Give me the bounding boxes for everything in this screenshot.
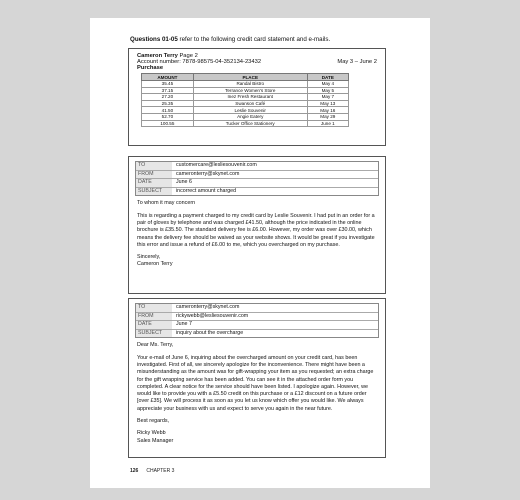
- page-number: 126: [130, 468, 139, 474]
- questions-range: Questions 01-05: [130, 36, 178, 43]
- header-amount: AMOUNT: [142, 74, 194, 81]
- header-place: PLACE: [193, 74, 307, 81]
- cell-place: Inez Fresh Restaurant: [193, 94, 307, 101]
- intro-text: refer to the following credit card statement and e-mails.: [177, 36, 331, 43]
- subject-label: SUBJECT: [136, 330, 172, 338]
- cell-place: Leslie Souvenir: [193, 107, 307, 114]
- cell-amount: 41.50: [142, 107, 194, 114]
- email-closing: Sincerely,: [137, 254, 161, 261]
- table-row: [142, 120, 349, 127]
- cell-place: Tucker Office Stationery: [193, 120, 307, 127]
- statement-period: May 3 – June 2: [337, 59, 377, 65]
- cell-amount: 37.15: [142, 87, 194, 94]
- table-row: [142, 113, 349, 120]
- subject-value: incorrect amount charged: [176, 187, 237, 194]
- cell-amount: 25.35: [142, 100, 194, 107]
- purchase-heading: Purchase: [137, 65, 164, 71]
- table-row: [142, 87, 349, 94]
- email-header: [135, 161, 379, 196]
- email-signature: Ricky Webb: [137, 430, 166, 437]
- cell-place: Terrance Women's Store: [193, 87, 307, 94]
- cell-date: May 5: [307, 87, 348, 94]
- email-greeting: Dear Ms. Terry,: [137, 342, 174, 349]
- date-label: DATE: [136, 179, 172, 187]
- email-body: [129, 338, 385, 449]
- from-value: cameronterry@skynet.com: [176, 170, 240, 177]
- to-label: TO: [136, 304, 172, 312]
- cell-amount: 100.55: [142, 120, 194, 127]
- table-row: [142, 81, 349, 88]
- subject-value: inquiry about the overcharge: [176, 329, 244, 336]
- email-signature-title: Sales Manager: [137, 437, 174, 444]
- email-paragraph: This is regarding a payment charged to my credit card by Leslie Souvenir. I had put in an order for a pair of gloves by telephone and was charged £41.50, although the price indicated in the online brochure is £35.50. The standard delivery fee is £6.00. However, my order was over £30.00, which means the delivery fee should be waived as your website shows. It would be great if you investigate this error and issue a refund of £6.00 to me, which you overcharged on my purchase.: [137, 212, 375, 248]
- cell-place: Swanson Café: [193, 100, 307, 107]
- table-header-row: [142, 74, 349, 81]
- email-body: [129, 196, 385, 272]
- from-label: FROM: [136, 171, 172, 179]
- to-value: cameronterry@skynet.com: [176, 304, 240, 310]
- cell-place: Angie Eatery: [193, 113, 307, 120]
- cell-place: Randal Bistro: [193, 81, 307, 88]
- page-footer: [130, 468, 174, 474]
- email-signature: Cameron Terry: [137, 261, 173, 268]
- to-value: customercare@lesliesouvenir.com: [176, 162, 257, 168]
- header-date: DATE: [307, 74, 348, 81]
- document-page: [90, 18, 430, 488]
- cell-amount: 27.20: [142, 94, 194, 101]
- cell-date: May 4: [307, 81, 348, 88]
- account-number: Account number: 7878-98575-04-352134-23432: [137, 59, 262, 65]
- date-value: June 7: [176, 321, 192, 328]
- cardholder-name: Cameron Terry: [137, 53, 178, 59]
- table-row: [142, 100, 349, 107]
- chapter-label: CHAPTER 3: [146, 468, 175, 474]
- email-greeting: To whom it may concern: [137, 200, 196, 207]
- table-row: [142, 107, 349, 114]
- to-label: TO: [136, 162, 172, 170]
- subject-label: SUBJECT: [136, 188, 172, 196]
- from-value: rickywebb@lesliesouvenir.com: [176, 312, 249, 319]
- purchase-table: [141, 73, 349, 127]
- cell-date: May 7: [307, 94, 348, 101]
- cell-date: June 1: [307, 120, 348, 127]
- cell-date: May 16: [307, 107, 348, 114]
- email-reply: [128, 298, 386, 458]
- from-label: FROM: [136, 313, 172, 321]
- cell-amount: 52.70: [142, 113, 194, 120]
- email-closing: Best regards,: [137, 418, 170, 425]
- statement-page: Page 2: [179, 53, 198, 59]
- cell-date: May 13: [307, 100, 348, 107]
- email-paragraph: Your e-mail of June 6, inquiring about the overcharged amount on your credit card, has been investigated. First of all, we sincerely apologize for the inconvenience. There might have been a misunderstanding as the amount was for gift-wrapping your item as you requested; an extra charge for the gift wrapping service has been added. You can see it in the attached order form you completed. A clear notice for the service should have been listed. I apologize again. However, we would like to provide you with a £5.50 credit on this purchase or a £12 discount on a future order [over £35]. We will process it as soon as you let us know which offer you would like. We always appreciate your business with us and expect to serve you again in the near future.: [137, 354, 374, 412]
- table-row: [142, 94, 349, 101]
- questions-intro: [130, 36, 330, 43]
- email-header: [135, 303, 379, 338]
- date-label: DATE: [136, 321, 172, 329]
- email-complaint: [128, 156, 386, 294]
- credit-card-statement: [128, 48, 386, 146]
- cell-amount: 35.45: [142, 81, 194, 88]
- date-value: June 6: [176, 179, 192, 186]
- cell-date: May 29: [307, 113, 348, 120]
